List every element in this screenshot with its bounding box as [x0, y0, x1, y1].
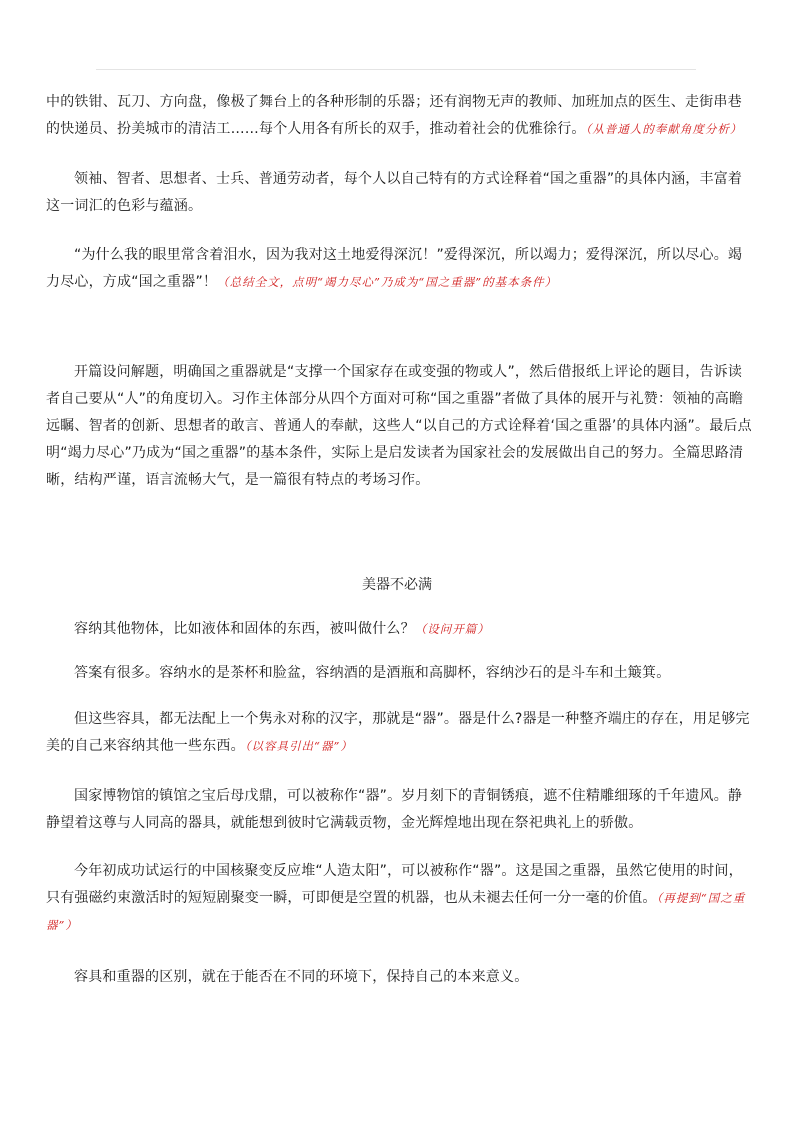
annotation-note: （再提到“国之重器”） [46, 891, 746, 932]
essay-title: 美器不必满 [362, 577, 432, 593]
paragraph-text: 国家博物馆的镇馆之宝后母戊鼎，可以被称作“器”。岁月刻下的青铜锈痕，遮不住精雕细琢的千年遗风。静静望着这尊与人同高的器具，就能想到彼时它满载贡物，金光辉煌地出现在祭祀典礼上的骄傲。 [46, 788, 743, 831]
paragraph-text: 容纳其他物体，比如液体和固体的东西，被叫做什么？ [74, 621, 415, 637]
annotation-note: （从普通人的奉献角度分析） [585, 122, 743, 136]
annotation-note: （以容具引出“器”） [244, 739, 353, 753]
paragraph-interpretation [46, 166, 752, 220]
paragraph-text: 开篇设问解题，明确国之重器就是“支撑一个国家存在或变强的物或人”，然后借报纸上评论的题目，告诉读者自己要从“人”的角度切入。习作主体部分从四个方面对可称“国之重器”者做了具体的展开与礼赞：领袖的高瞻远瞩、智者的创新、思想者的敢言、普通人的奉献，这些人“以自己的方式诠释着‘国之重器’的具体内涵”。最后点明“竭力尽心”乃成为“国之重器”的基本条件，实际上是启发读者为国家社会的发展做出自己的努力。全篇思路清晰，结构严谨，语言流畅大气，是一篇很有特点的考场习作。 [46, 364, 752, 488]
paragraph-text: 今年初成功试运行的中国核聚变反应堆“人造太阳”，可以被称作“器”。这是国之重器，虽然它使用的时间，只有强磁约束激活时的短短剧聚变一瞬，可即便是空置的机器，也从未褪去任何一分一毫的价值。 [46, 863, 743, 906]
paragraph-conclusion [46, 242, 752, 296]
annotation-note: （总结全文，点明“竭力尽心”乃成为“国之重器”的基本条件） [217, 275, 558, 289]
paragraph-ordinary-people [46, 89, 752, 143]
annotation-note: （设问开篇） [414, 622, 490, 636]
paragraph-text: 中的铁钳、瓦刀、方向盘，像极了舞台上的各种形制的乐器；还有润物无声的教师、加班加点的医生、走街串巷的快递员、扮美城市的清洁工……每个人用各有所长的双手，推动着社会的优雅徐行。 [46, 94, 742, 137]
header-divider [96, 69, 696, 70]
paragraph-bronze-ding [46, 783, 752, 837]
paragraph-artificial-sun [46, 858, 752, 939]
paragraph-answers [46, 660, 752, 687]
paragraph-text: 答案有很多。容纳水的是茶杯和脸盆，容纳酒的是酒瓶和高脚杯，容纳沙石的是斗车和土簸箕。 [74, 665, 671, 681]
paragraph-vessel [46, 706, 752, 760]
paragraph-commentary [46, 359, 752, 494]
paragraph-text: 领袖、智者、思想者、士兵、普通劳动者，每个人以自己特有的方式诠释着“国之重器”的具体内涵，丰富着这一词汇的色彩与蕴涵。 [46, 171, 743, 214]
paragraph-distinction [46, 964, 752, 991]
paragraph-text: 容具和重器的区别，就在于能否在不同的环境下，保持自己的本来意义。 [74, 969, 529, 985]
paragraph-question [46, 616, 752, 643]
paragraph-text: “为什么我的眼里常含着泪水，因为我对这土地爱得深沉！”爱得深沉，所以竭力；爱得深沉，所以尽心。竭力尽心，方成“国之重器”！ [46, 247, 743, 290]
paragraph-text: 但这些容具，都无法配上一个隽永对称的汉字，那就是“器”。器是什么?器是一种整齐端庄的存在，用足够完美的自己来容纳其他一些东西。 [46, 711, 750, 754]
